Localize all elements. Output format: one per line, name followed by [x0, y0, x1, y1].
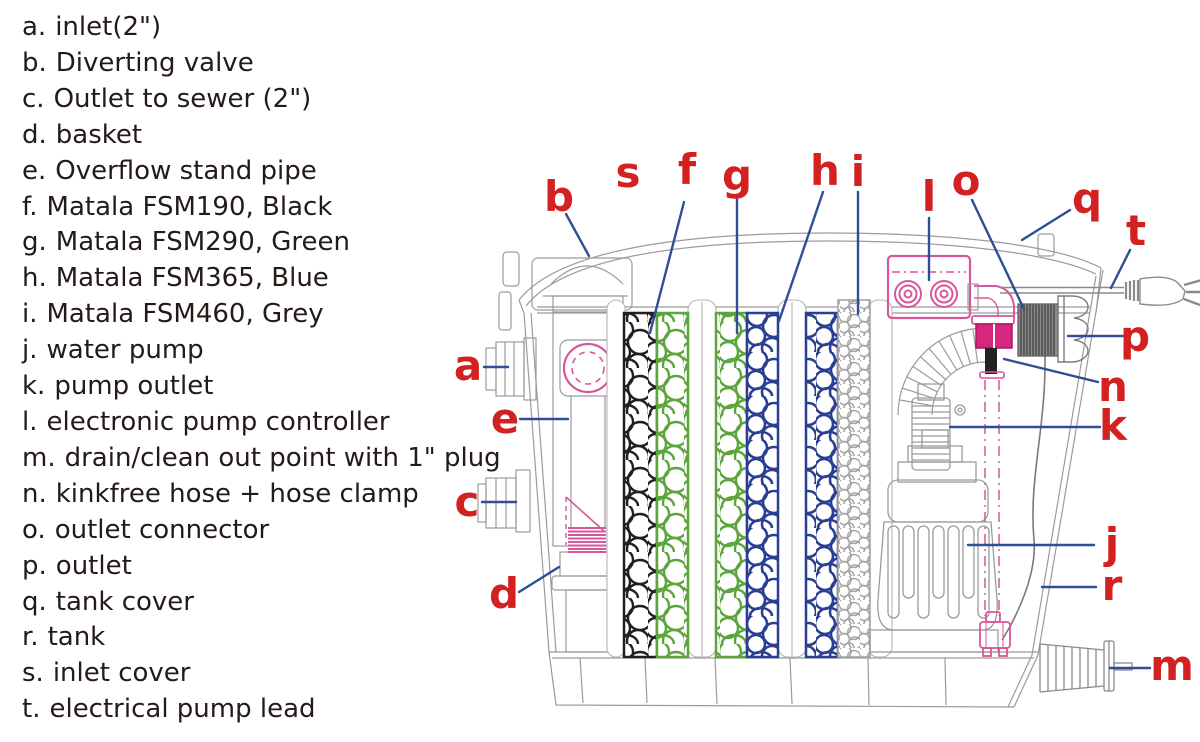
legend-item-h: h. Matala FSM365, Blue: [22, 263, 329, 294]
legend-item-n: n. kinkfree hose + hose clamp: [22, 478, 419, 509]
legend-item-l: l. electronic pump controller: [22, 406, 390, 437]
diagram-label-q: q: [1071, 174, 1103, 223]
outlet-connector: [1018, 304, 1058, 356]
legend-item-r: r. tank: [22, 622, 106, 653]
legend-item-p: p. outlet: [22, 550, 132, 581]
diagram-label-i: i: [850, 147, 866, 196]
filter-panel-fsm365-blue-2: [806, 313, 838, 657]
diagram-label-c: c: [454, 477, 480, 526]
diagram-label-j: j: [1104, 519, 1120, 568]
legend-item-b: b. Diverting valve: [22, 47, 254, 78]
diagram-label-b: b: [543, 172, 575, 221]
diagram-label-l: l: [921, 172, 937, 221]
diagram-label-p: p: [1119, 312, 1151, 361]
filter-panel-fsm460-grey: [838, 300, 870, 657]
diagram-label-d: d: [488, 569, 520, 618]
filter-panel-fsm365-blue: [747, 313, 778, 657]
pump-strainer-slots: [888, 526, 989, 618]
diagram-label-k: k: [1099, 401, 1127, 450]
diagram-label-f: f: [677, 145, 697, 194]
cord-strain-relief: [1126, 280, 1138, 301]
diagram-label-n: n: [1098, 362, 1128, 411]
filter-panel-fsm290-green: [657, 313, 688, 657]
legend-item-i: i. Matala FSM460, Grey: [22, 299, 324, 330]
diagram-label-g: g: [721, 151, 753, 200]
diagram-label-s: s: [615, 148, 641, 197]
power-plug: [1140, 277, 1200, 305]
diagram-label-o: o: [951, 156, 981, 205]
diagram-label-h: h: [810, 146, 840, 195]
legend-item-g: g. Matala FSM290, Green: [22, 227, 351, 258]
legend-item-s: s. inlet cover: [22, 658, 191, 689]
controller-knobs: [895, 281, 957, 307]
diagram-label-e: e: [490, 394, 520, 443]
legend-item-q: q. tank cover: [22, 586, 194, 617]
diagram-label-r: r: [1101, 561, 1123, 610]
legend-item-a: a. inlet(2"): [22, 12, 162, 42]
drain-fitting-m: [1040, 641, 1132, 692]
drain-line: [985, 380, 999, 616]
legend-item-m: m. drain/clean out point with 1" plug: [22, 442, 501, 473]
diagram-label-m: m: [1150, 641, 1194, 690]
legend-item-j: j. water pump: [22, 335, 204, 366]
legend-item-c: c. Outlet to sewer (2"): [22, 83, 312, 114]
tank-base: [549, 652, 1038, 707]
legend-item-t: t. electrical pump lead: [22, 694, 316, 725]
legend-item-d: d. basket: [22, 119, 143, 150]
diagram-label-a: a: [453, 341, 483, 390]
inlet-assembly: [478, 296, 628, 652]
filter-panel-fsm290-green-2: [716, 313, 747, 657]
legend-item-f: f. Matala FSM190, Black: [22, 191, 333, 222]
pump-controller: [888, 256, 978, 318]
legend-item-o: o. outlet connector: [22, 514, 270, 545]
basket-screen: [568, 528, 606, 552]
filter-panel-fsm190-black: [624, 313, 657, 657]
kinkfree-hose: [898, 328, 985, 415]
legend-item-k: k. pump outlet: [22, 371, 214, 402]
legend-item-e: e. Overflow stand pipe: [22, 155, 317, 186]
diagram-label-t: t: [1125, 206, 1147, 255]
